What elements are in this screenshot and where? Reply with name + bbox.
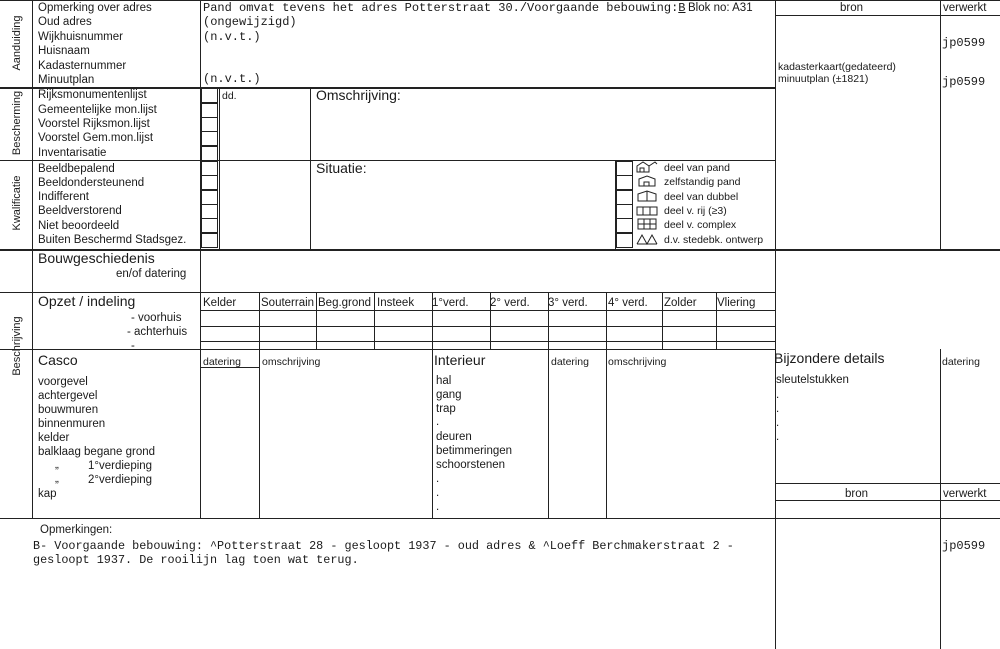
- house-double-icon: [636, 190, 658, 202]
- label-niet-beoordeeld: Niet beoordeeld: [38, 220, 120, 232]
- bron-entry-minuutplan: minuutplan (±1821): [778, 73, 869, 85]
- interieur-dot-4: .: [436, 501, 440, 513]
- blok-label: Blok no:: [688, 2, 730, 14]
- bouwgeschiedenis-heading: Bouwgeschiedenis: [38, 250, 155, 266]
- label-beeldverstorend: Beeldverstorend: [38, 205, 122, 217]
- label-inventarisatie: Inventarisatie: [38, 147, 107, 159]
- interieur-dot-3: .: [436, 487, 440, 499]
- checkbox-deel-v-complex[interactable]: [616, 218, 633, 233]
- header-bron: bron: [840, 2, 864, 14]
- opzet-col-4e-verd: 4° verd.: [608, 297, 648, 309]
- dd-label: dd.: [222, 90, 237, 102]
- casco-quote-1: „: [55, 459, 59, 471]
- address-note-b: B: [678, 1, 686, 15]
- casco-heading: Casco: [38, 352, 78, 368]
- situatie-deel-van-dubbel: deel van dubbel: [664, 191, 739, 203]
- checkbox-stedebk-ontwerp[interactable]: [616, 233, 633, 248]
- bijzondere-dot-2: .: [776, 403, 780, 415]
- label-beeldbepalend: Beeldbepalend: [38, 163, 115, 175]
- omschrijving-heading: Omschrijving:: [316, 87, 401, 103]
- bijzondere-dot-3: .: [776, 417, 780, 429]
- verwerkt-entry-1: jp0599: [942, 36, 986, 50]
- label-rijksmonumentenlijst: Rijksmonumentenlijst: [38, 89, 147, 101]
- house-row-icon: [636, 204, 658, 216]
- label-beeldondersteunend: Beeldondersteunend: [38, 177, 145, 189]
- label-wijkhuisnummer: Wijkhuisnummer: [38, 31, 123, 43]
- checkbox-deel-van-dubbel[interactable]: [616, 190, 633, 205]
- situatie-deel-van-pand: deel van pand: [664, 162, 730, 174]
- minuutplan-value: (n.v.t.): [203, 72, 261, 86]
- opmerkingen-line-2: gesloopt 1937. De rooilijn lag toen wat terug.: [33, 553, 359, 567]
- situatie-zelfstandig-pand: zelfstandig pand: [664, 176, 741, 188]
- address-note: [203, 1, 685, 15]
- casco-datering-header: datering: [203, 356, 241, 368]
- checkbox-buiten-beschermd[interactable]: [201, 233, 218, 248]
- casco-balklaag: balklaag begane grond: [38, 446, 156, 458]
- interieur-hal: hal: [436, 375, 452, 387]
- label-buiten-beschermd: Buiten Beschermd Stadsgez.: [38, 234, 187, 246]
- situatie-deel-v-complex: deel v. complex: [664, 219, 737, 231]
- verwerkt-entry-3: jp0599: [942, 539, 986, 553]
- wijkhuisnummer-value: (n.v.t.): [203, 30, 261, 44]
- checkbox-zelfstandig-pand[interactable]: [616, 175, 633, 190]
- footer-verwerkt-header: verwerkt: [943, 488, 987, 500]
- house-single-icon: [636, 175, 658, 187]
- interieur-gang: gang: [436, 389, 462, 401]
- opzet-row-voorhuis: - voorhuis: [131, 312, 182, 324]
- label-minuutplan: Minuutplan: [38, 74, 95, 86]
- bijzondere-dot-4: .: [776, 431, 780, 443]
- casco-achtergevel: achtergevel: [38, 390, 98, 402]
- interieur-omschrijving-header: omschrijving: [608, 356, 667, 368]
- bron-entry-kadasterkaart: kadasterkaart(gedateerd): [778, 61, 896, 73]
- blok-no: [688, 1, 753, 15]
- bijzondere-dot-1: .: [776, 389, 780, 401]
- checkbox-gemeentelijke-mon-lijst[interactable]: [201, 103, 218, 118]
- header-verwerkt: verwerkt: [943, 2, 987, 14]
- opzet-col-beg-grond: Beg.grond: [318, 297, 372, 309]
- opzet-col-souterrain: Souterrain: [261, 297, 315, 309]
- casco-2e-verdieping: 2°verdieping: [88, 474, 153, 486]
- section-aanduiding: Aanduiding: [11, 15, 23, 71]
- checkbox-niet-beoordeeld[interactable]: [201, 218, 218, 233]
- label-indifferent: Indifferent: [38, 191, 89, 203]
- section-beschrijving: Beschrijving: [11, 316, 23, 376]
- label-kadasternummer: Kadasternummer: [38, 60, 127, 72]
- opmerkingen-line-1: B- Voorgaande bebouwing: ^Potterstraat 28 - gesloopt 1937 - oud adres & ^Loeff Berchmakerstraat 2 -: [33, 539, 734, 553]
- casco-voorgevel: voorgevel: [38, 376, 88, 388]
- opzet-col-2e-verd: 2° verd.: [490, 297, 530, 309]
- section-kwalificatie: Kwalificatie: [11, 175, 23, 231]
- opzet-col-kelder: Kelder: [203, 297, 237, 309]
- interieur-deuren: deuren: [436, 431, 472, 443]
- label-huisnaam: Huisnaam: [38, 45, 90, 57]
- bijzondere-datering-header: datering: [942, 356, 980, 368]
- opzet-col-zolder: Zolder: [664, 297, 697, 309]
- urban-design-icon: [636, 233, 658, 245]
- house-complex-icon: [636, 218, 658, 230]
- checkbox-beeldbepalend[interactable]: [201, 161, 218, 176]
- opzet-col-vliering: Vliering: [717, 297, 756, 309]
- verwerkt-entry-2: jp0599: [942, 75, 986, 89]
- opzet-row-achterhuis: - achterhuis: [127, 326, 188, 338]
- casco-1e-verdieping: 1°verdieping: [88, 460, 153, 472]
- checkbox-beeldondersteunend[interactable]: [201, 175, 218, 190]
- bijzondere-sleutelstukken: sleutelstukken: [776, 374, 849, 386]
- interieur-dot-2: .: [436, 473, 440, 485]
- address-note-text: Pand omvat tevens het adres Potterstraat 30./Voorgaande bebouwing:: [203, 1, 679, 15]
- opzet-col-3e-verd: 3° verd.: [548, 297, 588, 309]
- interieur-betimmeringen: betimmeringen: [436, 445, 513, 457]
- situatie-stedebk-ontwerp: d.v. stedebk. ontwerp: [664, 234, 764, 246]
- en-of-datering-label: en/of datering: [116, 268, 187, 280]
- interieur-trap: trap: [436, 403, 456, 415]
- label-oud-adres: Oud adres: [38, 16, 92, 28]
- opzet-heading: Opzet / indeling: [38, 293, 136, 309]
- checkbox-indifferent[interactable]: [201, 190, 218, 205]
- section-bescherming: Bescherming: [11, 90, 23, 156]
- label-opmerking-adres: Opmerking over adres: [38, 2, 152, 14]
- bijzondere-heading: Bijzondere details: [774, 350, 885, 366]
- checkbox-deel-van-pand[interactable]: [616, 161, 633, 176]
- checkbox-inventarisatie[interactable]: [201, 146, 218, 161]
- situatie-deel-v-rij: deel v. rij (≥3): [664, 205, 727, 217]
- label-voorstel-rijksmon: Voorstel Rijksmon.lijst: [38, 118, 150, 130]
- checkbox-voorstel-gem-mon[interactable]: [201, 131, 218, 146]
- opzet-row-blank: -: [131, 340, 135, 352]
- casco-quote-2: „: [55, 473, 59, 485]
- label-voorstel-gem-mon: Voorstel Gem.mon.lijst: [38, 132, 154, 144]
- casco-kelder: kelder: [38, 432, 70, 444]
- oud-adres-value: (ongewijzigd): [203, 15, 297, 29]
- house-part-icon: [636, 161, 658, 173]
- interieur-heading: Interieur: [434, 352, 486, 368]
- footer-bron-header: bron: [845, 488, 869, 500]
- checkbox-deel-v-rij[interactable]: [616, 204, 633, 219]
- interieur-datering-header: datering: [551, 356, 589, 368]
- blok-value: A31: [732, 2, 753, 14]
- opmerkingen-heading: Opmerkingen:: [40, 524, 113, 536]
- label-gemeentelijke-mon-lijst: Gemeentelijke mon.lijst: [38, 104, 157, 116]
- checkbox-rijksmonumentenlijst[interactable]: [201, 88, 218, 103]
- casco-kap: kap: [38, 488, 57, 500]
- casco-binnenmuren: binnenmuren: [38, 418, 106, 430]
- opzet-col-insteek: Insteek: [377, 297, 415, 309]
- casco-bouwmuren: bouwmuren: [38, 404, 99, 416]
- checkbox-beeldverstorend[interactable]: [201, 204, 218, 219]
- interieur-dot-1: .: [436, 416, 440, 428]
- casco-omschrijving-header: omschrijving: [262, 356, 321, 368]
- opzet-col-1e-verd: 1°verd.: [432, 297, 469, 309]
- checkbox-voorstel-rijksmon[interactable]: [201, 117, 218, 132]
- situatie-heading: Situatie:: [316, 160, 367, 176]
- interieur-schoorstenen: schoorstenen: [436, 459, 506, 471]
